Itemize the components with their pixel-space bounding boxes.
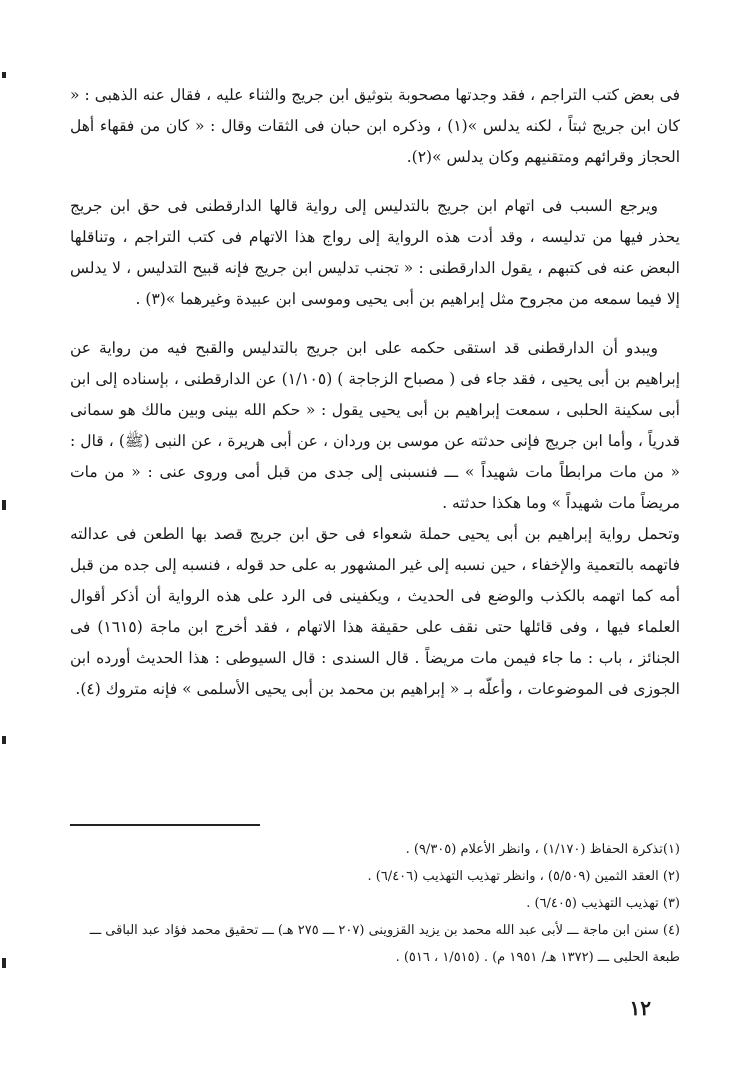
page-number: ١٢: [629, 996, 651, 1020]
footnote-4: (٤) سنن ابن ماجة ـــ لأبى عبد الله محمد بن يزيد القزوينى (٢٠٧ ـــ ٢٧٥ هـ) ـــ تحقيق محمد فؤاد عبد الباقى ـــ طبعة الحلبى ـــ (١٣٧٢ هـ/ ١٩٥١ م) . (١/٥١٥ ، ٥١٦) .: [89, 923, 680, 965]
paragraph-gap: [70, 173, 680, 191]
margin-scan-mark: [2, 72, 6, 78]
margin-scan-mark: [2, 958, 6, 968]
footnote-3: (٣) تهذيب التهذيب (٦/٤٠٥) .: [526, 896, 680, 911]
paragraph-gap: [70, 315, 680, 333]
margin-scan-mark: [2, 500, 6, 510]
paragraph-1: فى بعض كتب التراجم ، فقد وجدتها مصحوبة بتوثيق ابن جريج والثناء عليه ، فقال عنه الذهبى : « كان ابن جريج ثبتاً ، لكنه يدلس »(١) ، وذكره ابن حبان فى الثقات وقال : « كان من فقهاء أهل الحجاز وقرائهم ومتقنيهم وكان يدلس »(٢).: [70, 86, 680, 166]
footnote-2: (٢) العقد الثمين (٥/٥٠٩) ، وانظر تهذيب التهذيب (٦/٤٠٦) .: [367, 869, 680, 884]
paragraph-4: وتحمل رواية إبراهيم بن أبى يحيى حملة شعواء فى حق ابن جريج قصد بها الطعن فى عدالته فاتهمه بالتعمية والإخفاء ، حين نسبه إلى غير المشهور به على حد قوله ، فنسبه إلى جده من قبل أمه كما اتهمه بالكذب والوضع فى الحديث ، ويكفينى فى الرد على هذه الرواية أن أذكر أقوال العلماء فيها ، وفى قائلها حتى نقف على حقيقة هذا الاتهام ، فقد أخرج ابن ماجة (١٦١٥) فى الجنائز ، باب : ما جاء فيمن مات مريضاً . قال السندى : قال السيوطى : هذا الحديث أورده ابن الجوزى فى الموضوعات ، وأعلّه بـ « إبراهيم بن محمد بن أبى يحيى الأسلمى » فإنه متروك (٤).: [70, 525, 681, 698]
footnotes: [70, 836, 680, 971]
paragraph-2: ويرجع السبب فى اتهام ابن جريج بالتدليس إلى رواية قالها الدارقطنى فى حق ابن جريج يحذر فيها من تدليسه ، وقد أدت هذه الرواية إلى رواج هذا الاتهام فى كتب التراجم ، وتناقلها البعض عنه فى كتبهم ، يقول الدارقطنى : « تجنب تدليس ابن جريج فإنه قبيح التدليس ، لا يدلس إلا فيما سمعه من مجروح مثل إبراهيم بن أبى يحيى وموسى ابن عبيدة وغيرهما »(٣) .: [70, 197, 680, 308]
main-text: [70, 80, 680, 705]
footnote-divider: [70, 824, 260, 826]
margin-scan-mark: [2, 736, 6, 744]
footnote-1: (١)تذكرة الحفاظ (١/١٧٠) ، وانظر الأعلام (٩/٣٠٥) .: [405, 842, 680, 857]
paragraph-3: ويبدو أن الدارقطنى قد استقى حكمه على ابن جريج بالتدليس والقبح فيه من رواية عن إبراهيم بن أبى يحيى ، فقد جاء فى ( مصباح الزجاجة ) (١/١٠٥) عن الدارقطنى ، بإسناده إلى ابن أبى سكينة الحلبى ، سمعت إبراهيم بن أبى يحيى يقول : « حكم الله بينى وبين مالك هو سمانى قدرياً ، وأما ابن جريج فإنى حدثته عن موسى بن وردان ، عن أبى هريرة ، عن النبى (ﷺ) ، قال : « من مات مرابطاً مات شهيداً » ـــ فنسبنى إلى جدى من قبل أمى وروى عنى : « من مات مريضاً مات شهيداً » وما هكذا حدثته .: [70, 339, 680, 512]
